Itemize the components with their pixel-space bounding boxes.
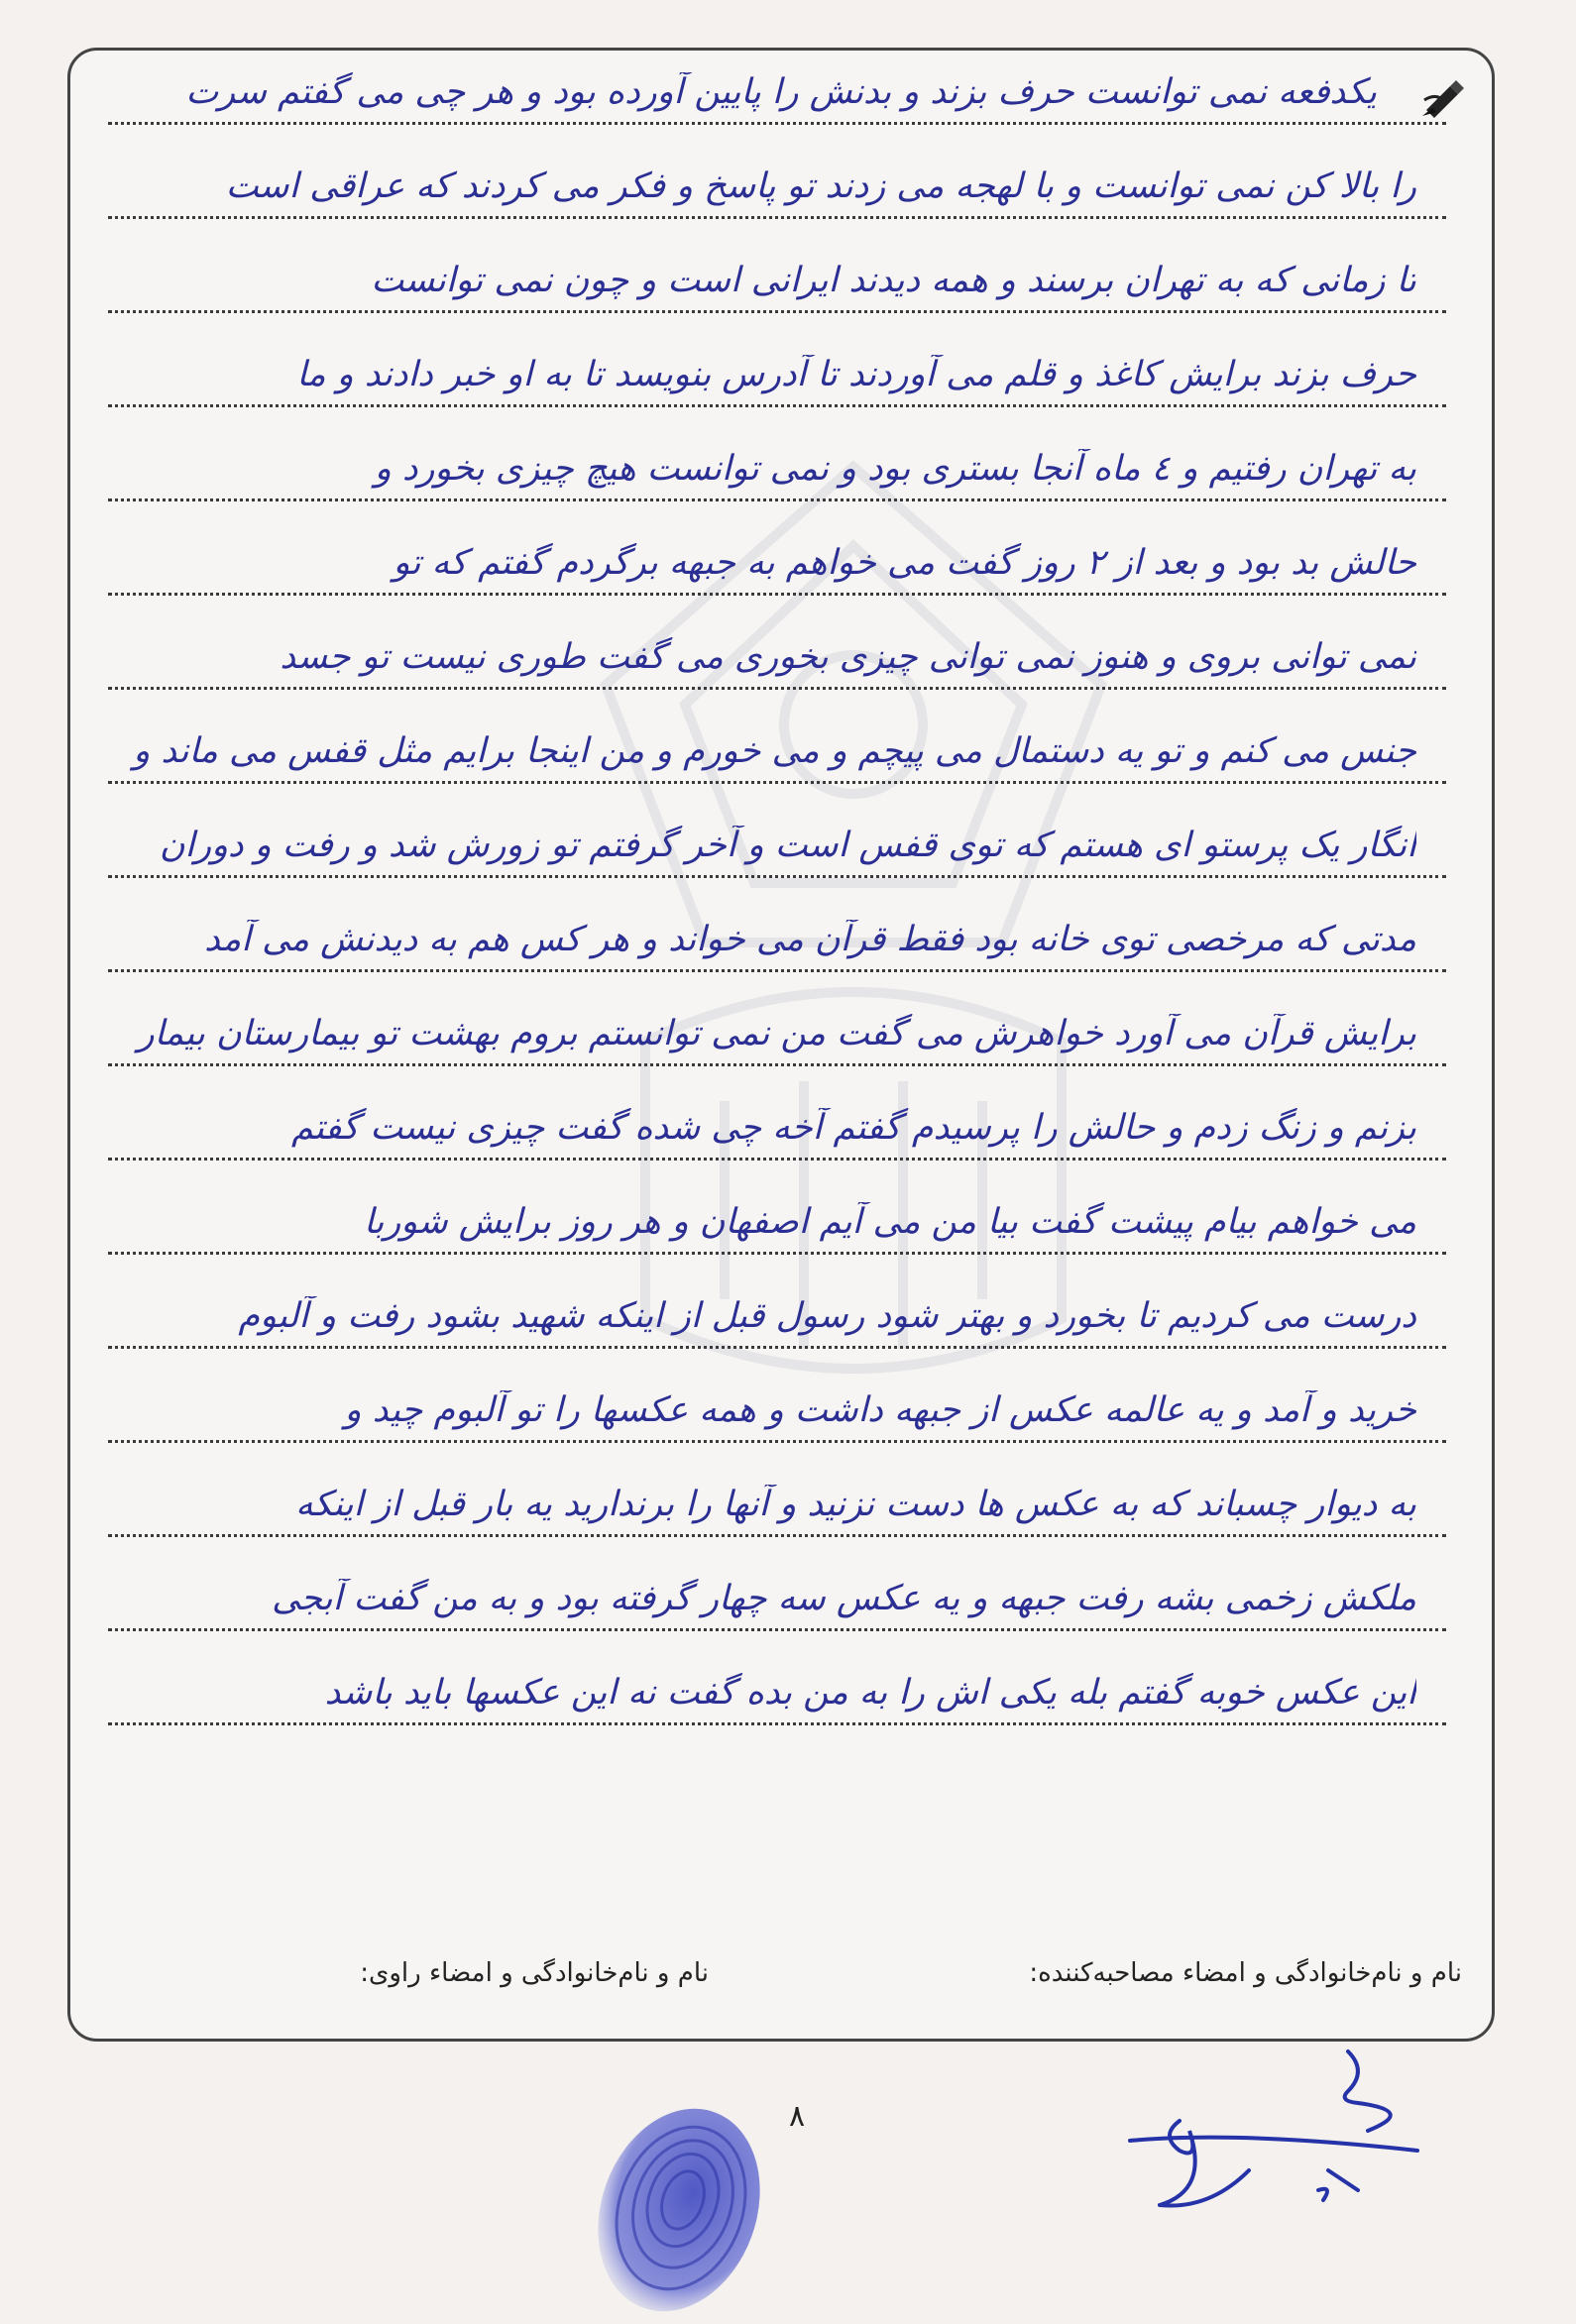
handwriting-line: حالش بد بود و بعد از ٢ روز گفت می خواهم به جبهه برگردم گفتم که تو <box>108 521 1446 596</box>
signature <box>1120 2042 1467 2220</box>
handwriting-line: به دیوار چسباند که به عکس ها دست نزنید و آنها را برندارید یه بار قبل از اینکه <box>108 1463 1446 1537</box>
narrator-signature-label: نام و نام‌خانوادگی و امضاء راوی: <box>360 1958 709 1988</box>
handwriting-lines <box>70 51 1492 2039</box>
interviewer-signature-label: نام و نام‌خانوادگی و امضاء مصاحبه‌کننده: <box>1029 1958 1462 1988</box>
handwriting-line: این عکس خوبه گفتم بله یکی اش را به من بده گفت نه این عکسها باید باشد <box>108 1651 1446 1725</box>
handwriting-line: بزنم و زنگ زدم و حالش را پرسیدم گفتم آخه چی شده گفت چیزی نیست گفتم <box>108 1086 1446 1161</box>
handwriting-line: جنس می کنم و تو یه دستمال می پیچم و می خورم و من اینجا برایم مثل قفس می ماند و <box>108 710 1446 784</box>
handwriting-line: یکدفعه نمی توانست حرف بزند و بدنش را پایین آورده بود و هر چی می گفتم سرت <box>108 51 1446 125</box>
handwriting-line: مدتی که مرخصی توی خانه بود فقط قرآن می خواند و هر کس هم به دیدنش می آمد <box>108 898 1446 972</box>
handwriting-line: را بالا کن نمی توانست و با لهجه می زدند تو پاسخ و فکر می کردند که عراقی است <box>108 145 1446 219</box>
handwriting-line: انگار یک پرستو ای هستم که توی قفس است و آخر گرفتم تو زورش شد و رفت و دوران <box>108 804 1446 878</box>
handwriting-line: به تهران رفتیم و ٤ ماه آنجا بستری بود و نمی توانست هیچ چیزی بخورد و <box>108 427 1446 501</box>
handwriting-line: می خواهم بیام پیشت گفت بیا من می آیم اصفهان و هر روز برایش شوربا <box>108 1180 1446 1255</box>
form-frame <box>67 48 1495 2042</box>
handwriting-line: حرف بزند برایش کاغذ و قلم می آوردند تا آدرس بنویسد تا به او خبر دادند و ما <box>108 333 1446 407</box>
handwriting-line: تا زمانی که به تهران برسند و همه دیدند ایرانی است و چون نمی توانست <box>108 239 1446 313</box>
handwriting-line: خرید و آمد و یه عالمه عکس از جبهه داشت و همه عکسها را تو آلبوم چید و <box>108 1369 1446 1443</box>
handwriting-line: ملکش زخمی بشه رفت جبهه و یه عکس سه چهار گرفته بود و به من گفت آبجی <box>108 1557 1446 1631</box>
signature-footer <box>100 1958 1462 2008</box>
fingerprint <box>580 2101 768 2324</box>
handwriting-line: برایش قرآن می آورد خواهرش می گفت من نمی توانستم بروم بهشت تو بیمارستان بیمار <box>108 992 1446 1066</box>
page-number: ۸ <box>789 2099 806 2134</box>
handwriting-line: نمی توانی بروی و هنوز نمی توانی چیزی بخوری می گفت طوری نیست تو جسد <box>108 615 1446 690</box>
handwriting-line: درست می کردیم تا بخورد و بهتر شود رسول قبل از اینکه شهید بشود رفت و آلبوم <box>108 1274 1446 1349</box>
